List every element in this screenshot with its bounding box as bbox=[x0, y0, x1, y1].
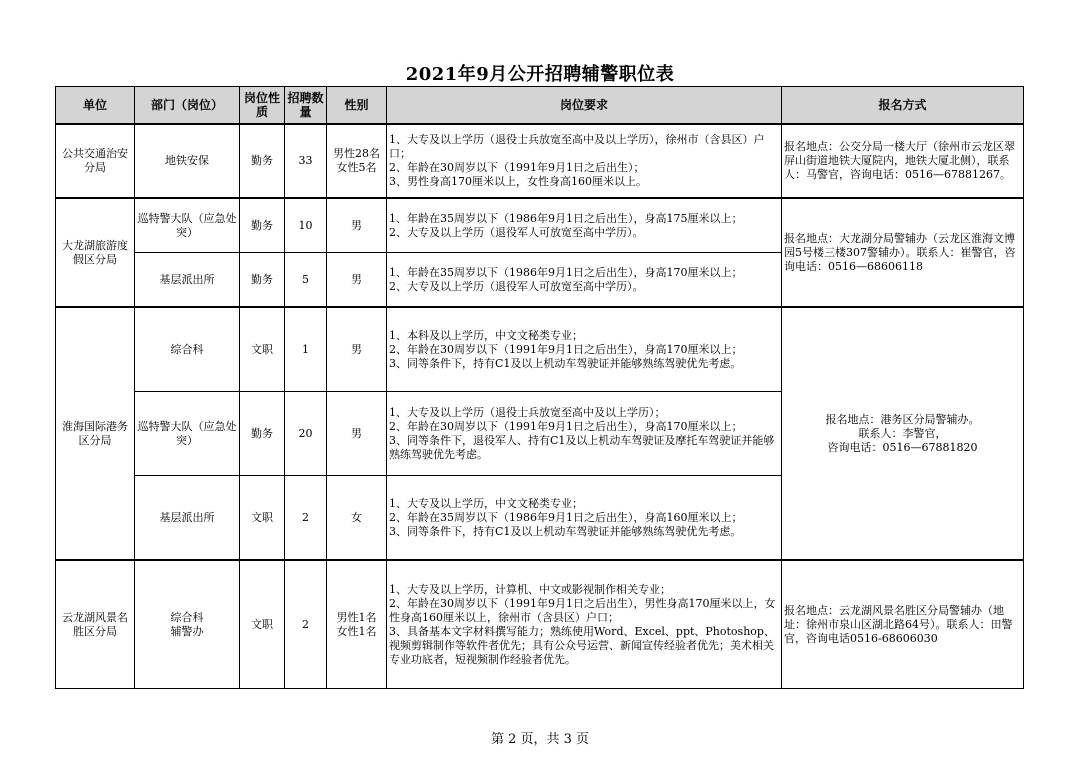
count-cell: 1 bbox=[285, 307, 327, 392]
table-row bbox=[56, 560, 1024, 689]
nature-cell: 勤务 bbox=[240, 198, 285, 253]
department-cell: 地铁安保 bbox=[135, 124, 240, 198]
registration-cell: 报名地点：公交分局一楼大厅（徐州市云龙区翠屏山街道地铁大厦院内，地铁大厦北侧），联系人：马警官，咨询电话：0516—67881267。 bbox=[782, 124, 1024, 198]
count-cell: 2 bbox=[285, 560, 327, 689]
gender-cell: 男 bbox=[327, 392, 387, 476]
unit-name-cell: 云龙湖风景名胜区分局 bbox=[56, 560, 135, 689]
registration-cell: 报名地点：大龙湖分局警辅办（云龙区淮海文博园5号楼三楼307警辅办）。联系人：崔警官，咨询电话：0516—68606118 bbox=[782, 198, 1024, 307]
table-row bbox=[56, 198, 1024, 253]
department-cell: 基层派出所 bbox=[135, 476, 240, 561]
nature-cell: 文职 bbox=[240, 307, 285, 392]
requirements-cell: 1、本科及以上学历，中文文秘类专业； 2、年龄在30周岁以下（1991年9月1日之后出生），身高170厘米以上； 3、同等条件下，持有C1及以上机动车驾驶证并能够熟练驾驶优先考虑。 bbox=[387, 307, 782, 392]
header-requirements: 岗位要求 bbox=[387, 87, 782, 125]
nature-cell: 文职 bbox=[240, 476, 285, 561]
nature-cell: 勤务 bbox=[240, 392, 285, 476]
gender-cell: 女 bbox=[327, 476, 387, 561]
header-gender: 性别 bbox=[327, 87, 387, 125]
department-cell: 综合科 辅警办 bbox=[135, 560, 240, 689]
table-body bbox=[56, 124, 1024, 689]
unit-name-cell: 大龙湖旅游度假区分局 bbox=[56, 198, 135, 307]
count-cell: 33 bbox=[285, 124, 327, 198]
header-row bbox=[56, 87, 1024, 125]
nature-cell: 文职 bbox=[240, 560, 285, 689]
unit-name-cell: 公共交通治安分局 bbox=[56, 124, 135, 198]
table-row bbox=[56, 124, 1024, 198]
page-footer: 第 2 页，共 3 页 bbox=[490, 732, 590, 747]
gender-cell: 男 bbox=[327, 198, 387, 253]
nature-cell: 勤务 bbox=[240, 253, 285, 308]
requirements-cell: 1、大专及以上学历，计算机、中文或影视制作相关专业； 2、年龄在30周岁以下（1991年9月1日之后出生），男性身高170厘米以上，女性身高160厘米以上，徐州市（含县区）户口； 3、具备基本文字材料撰写能力；熟练使用Word、Excel、ppt、Photoshop、视频剪辑制作等软件者优先；具有公众号运营、新闻宣传经验者优先；美术相关专业功底者，短视频制作经验者优先。 bbox=[387, 560, 782, 689]
nature-cell: 勤务 bbox=[240, 124, 285, 198]
gender-cell: 男性28名女性5名 bbox=[327, 124, 387, 198]
department-cell: 综合科 bbox=[135, 307, 240, 392]
requirements-cell: 1、大专及以上学历，中文文秘类专业； 2、年龄在35周岁以下（1986年9月1日之后出生），身高160厘米以上； 3、同等条件下，持有C1及以上机动车驾驶证并能够熟练驾驶优先考虑。 bbox=[387, 476, 782, 561]
unit-name-cell: 淮海国际港务区分局 bbox=[56, 307, 135, 560]
requirements-cell: 1、年龄在35周岁以下（1986年9月1日之后出生），身高175厘米以上； 2、大专及以上学历（退役军人可放宽至高中学历）。 bbox=[387, 198, 782, 253]
department-cell: 基层派出所 bbox=[135, 253, 240, 308]
requirements-cell: 1、大专及以上学历（退役士兵放宽至高中及以上学历），徐州市（含县区）户口； 2、年龄在30周岁以下（1991年9月1日之后出生）； 3、男性身高170厘米以上，女性身高160厘米以上。 bbox=[387, 124, 782, 198]
header-count: 招聘数量 bbox=[285, 87, 327, 125]
requirements-cell: 1、大专及以上学历（退役士兵放宽至高中及以上学历）； 2、年龄在30周岁以下（1991年9月1日之后出生），身高170厘米以上； 3、同等条件下，退役军人、持有C1及以上机动车驾驶证及摩托车驾驶证并能够熟练驾驶优先考虑。 bbox=[387, 392, 782, 476]
gender-cell: 男 bbox=[327, 253, 387, 308]
count-cell: 20 bbox=[285, 392, 327, 476]
count-cell: 2 bbox=[285, 476, 327, 561]
registration-cell: 报名地点：港务区分局警辅办。 联系人：李警官， 咨询电话：0516—67881820 bbox=[782, 307, 1024, 560]
registration-cell: 报名地点：云龙湖风景名胜区分局警辅办（地址：徐州市泉山区湖北路64号）。联系人：田警官，咨询电话0516-68606030 bbox=[782, 560, 1024, 689]
header-registration: 报名方式 bbox=[782, 87, 1024, 125]
count-cell: 5 bbox=[285, 253, 327, 308]
recruitment-table bbox=[55, 86, 1024, 689]
gender-cell: 男 bbox=[327, 307, 387, 392]
page-title: 2021年9月公开招聘辅警职位表 bbox=[405, 64, 675, 85]
requirements-cell: 1、年龄在35周岁以下（1986年9月1日之后出生），身高170厘米以上； 2、大专及以上学历（退役军人可放宽至高中学历）。 bbox=[387, 253, 782, 308]
header-nature: 岗位性质 bbox=[240, 87, 285, 125]
header-unit: 单位 bbox=[56, 87, 135, 125]
department-cell: 巡特警大队（应急处突） bbox=[135, 198, 240, 253]
gender-cell: 男性1名 女性1名 bbox=[327, 560, 387, 689]
header-department: 部门（岗位） bbox=[135, 87, 240, 125]
table-row bbox=[56, 307, 1024, 392]
department-cell: 巡特警大队（应急处突） bbox=[135, 392, 240, 476]
count-cell: 10 bbox=[285, 198, 327, 253]
